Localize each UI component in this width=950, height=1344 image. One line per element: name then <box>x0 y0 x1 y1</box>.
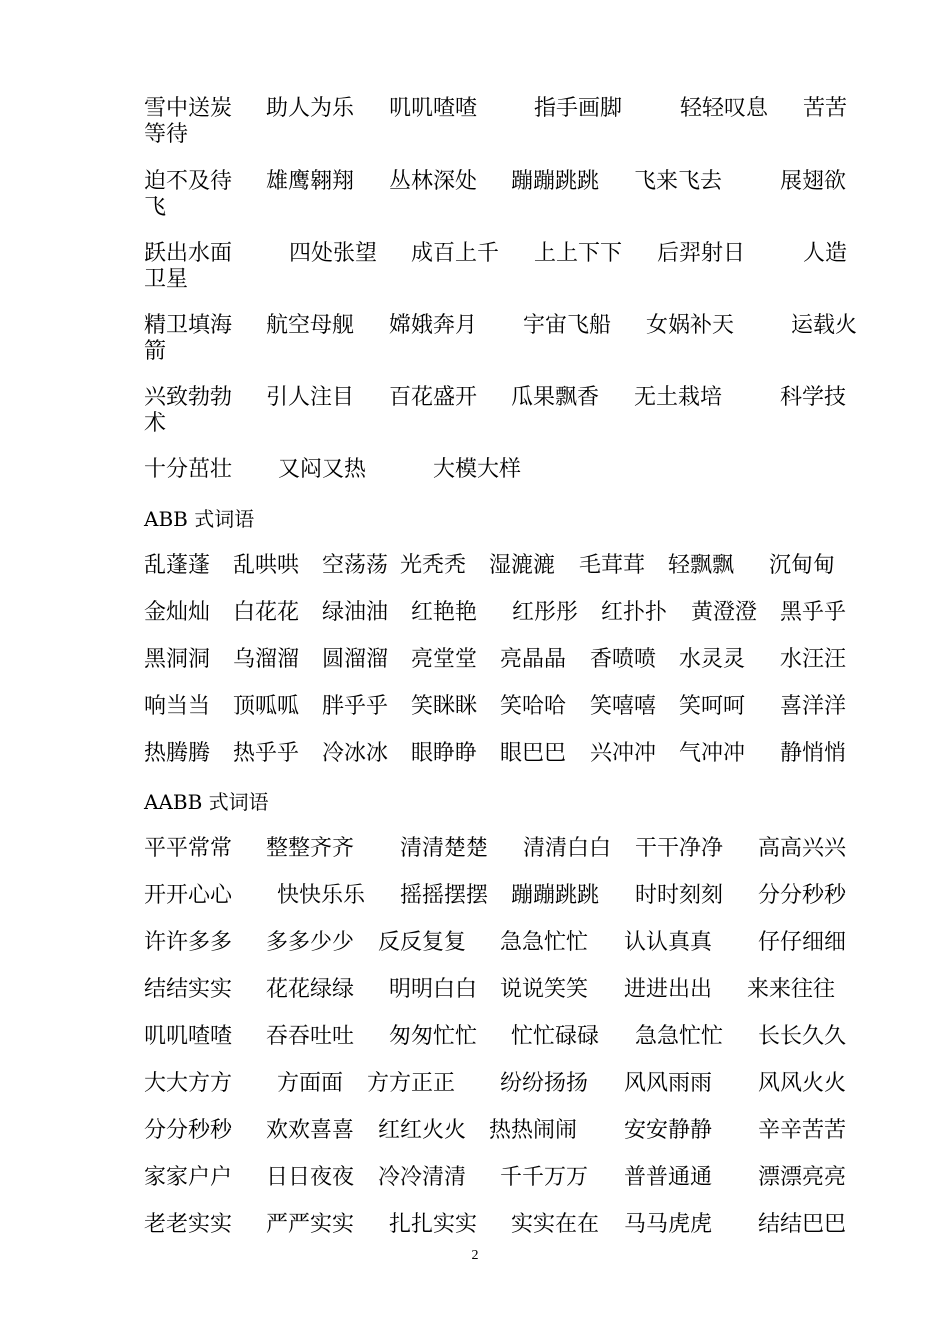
word: 急急忙忙 <box>500 930 589 955</box>
word: 蹦蹦跳跳 <box>511 883 600 908</box>
word: 嫦娥奔月 <box>389 313 478 338</box>
word: 无土栽培 <box>634 385 723 410</box>
word: 大大方方 <box>144 1071 233 1096</box>
word-row <box>0 883 950 911</box>
word: 红红火火 <box>378 1118 467 1143</box>
word-row <box>0 1212 950 1240</box>
word: 四处张望 <box>289 241 378 266</box>
word: 蹦蹦跳跳 <box>511 169 600 194</box>
word: 香喷喷 <box>590 647 657 672</box>
word-row <box>0 836 950 864</box>
word: 风风火火 <box>758 1071 847 1096</box>
word: 说说笑笑 <box>500 977 589 1002</box>
word: 毛茸茸 <box>579 553 646 578</box>
word: 认认真真 <box>624 930 713 955</box>
word-row <box>0 313 950 341</box>
word: 高高兴兴 <box>758 836 847 861</box>
word: 分分秒秒 <box>758 883 847 908</box>
word: 匆匆忙忙 <box>389 1024 478 1049</box>
word: 水汪汪 <box>780 647 847 672</box>
word: 轻轻叹息 <box>680 96 769 121</box>
word-row <box>0 1024 950 1052</box>
word: 亮堂堂 <box>411 647 478 672</box>
word: 进进出出 <box>624 977 713 1002</box>
word: 长长久久 <box>758 1024 847 1049</box>
word: 整整齐齐 <box>266 836 355 861</box>
word: 快快乐乐 <box>277 883 366 908</box>
word: 干干净净 <box>635 836 724 861</box>
word-row <box>0 930 950 958</box>
word: 大模大样 <box>433 457 522 482</box>
word: 丛林深处 <box>389 169 478 194</box>
word: 引人注目 <box>266 385 355 410</box>
word: 响当当 <box>144 694 211 719</box>
word-row <box>0 741 950 769</box>
wrapped-text: 箭 <box>144 339 167 364</box>
word: 多多少少 <box>266 930 355 955</box>
word: 时时刻刻 <box>635 883 724 908</box>
word: 宇宙飞船 <box>523 313 612 338</box>
wrapped-text: 卫星 <box>144 267 189 292</box>
wrapped-text: 术 <box>144 411 167 436</box>
word: 方面面 <box>277 1071 344 1096</box>
word: 笑哈哈 <box>500 694 567 719</box>
word: 沉甸甸 <box>769 553 836 578</box>
word: 喜洋洋 <box>780 694 847 719</box>
word: 欢欢喜喜 <box>266 1118 355 1143</box>
word-row <box>0 647 950 675</box>
word: 清清楚楚 <box>400 836 489 861</box>
word-row <box>0 1071 950 1099</box>
word: 吞吞吐吐 <box>266 1024 355 1049</box>
word: 圆溜溜 <box>322 647 389 672</box>
word: 绿油油 <box>322 600 389 625</box>
word: 冷冰冰 <box>322 741 389 766</box>
word-row <box>0 169 950 197</box>
word: 清清白白 <box>523 836 612 861</box>
word: 眼睁睁 <box>411 741 478 766</box>
word-row <box>0 385 950 413</box>
word: 水灵灵 <box>679 647 746 672</box>
word: 亮晶晶 <box>500 647 567 672</box>
word: 纷纷扬扬 <box>500 1071 589 1096</box>
word: 雄鹰翱翔 <box>266 169 355 194</box>
word: 日日夜夜 <box>266 1165 355 1190</box>
word: 展翅欲 <box>780 169 847 194</box>
section-heading: ABB 式词语 <box>144 507 255 531</box>
word: 来来往往 <box>747 977 836 1002</box>
word: 眼巴巴 <box>500 741 567 766</box>
word: 飞来飞去 <box>634 169 723 194</box>
word: 普普通通 <box>624 1165 713 1190</box>
word: 精卫填海 <box>144 313 233 338</box>
word: 实实在在 <box>511 1212 600 1237</box>
page-number: 2 <box>471 1248 479 1263</box>
wrapped-text: 飞 <box>144 195 167 220</box>
word: 黄澄澄 <box>691 600 758 625</box>
word: 老老实实 <box>144 1212 233 1237</box>
word: 百花盛开 <box>389 385 478 410</box>
word: 急急忙忙 <box>635 1024 724 1049</box>
word: 跃出水面 <box>144 241 233 266</box>
word: 乌溜溜 <box>233 647 300 672</box>
word: 笑眯眯 <box>411 694 478 719</box>
word: 十分茁壮 <box>144 457 233 482</box>
word: 辛辛苦苦 <box>758 1118 847 1143</box>
word: 成百上千 <box>411 241 500 266</box>
word: 摇摇摆摆 <box>400 883 489 908</box>
word: 热热闹闹 <box>489 1118 578 1143</box>
word: 扎扎实实 <box>389 1212 478 1237</box>
word: 助人为乐 <box>266 96 355 121</box>
section-heading: AABB 式词语 <box>144 790 269 814</box>
word: 迫不及待 <box>144 169 233 194</box>
word: 又闷又热 <box>278 457 367 482</box>
word: 红彤彤 <box>512 600 579 625</box>
word: 上上下下 <box>534 241 623 266</box>
word: 冷冷清清 <box>378 1165 467 1190</box>
word: 仔仔细细 <box>758 930 847 955</box>
word-row <box>0 977 950 1005</box>
word: 漂漂亮亮 <box>758 1165 847 1190</box>
word: 湿漉漉 <box>489 553 556 578</box>
word: 气冲冲 <box>679 741 746 766</box>
word: 黑洞洞 <box>144 647 211 672</box>
word: 静悄悄 <box>780 741 847 766</box>
word: 结结实实 <box>144 977 233 1002</box>
word: 白花花 <box>233 600 300 625</box>
word: 航空母舰 <box>266 313 355 338</box>
word: 运载火 <box>791 313 858 338</box>
word-row <box>0 600 950 628</box>
word-row <box>0 1165 950 1193</box>
word: 乱蓬蓬 <box>144 553 211 578</box>
word: 红艳艳 <box>411 600 478 625</box>
word: 叽叽喳喳 <box>389 96 478 121</box>
word-row <box>0 241 950 269</box>
word: 红扑扑 <box>601 600 668 625</box>
word: 平平常常 <box>144 836 233 861</box>
word: 笑嘻嘻 <box>590 694 657 719</box>
word: 瓜果飘香 <box>511 385 600 410</box>
word: 轻飘飘 <box>668 553 735 578</box>
word: 兴致勃勃 <box>144 385 233 410</box>
word: 分分秒秒 <box>144 1118 233 1143</box>
word: 顶呱呱 <box>233 694 300 719</box>
word-row <box>0 1118 950 1146</box>
word-row <box>0 694 950 722</box>
word: 金灿灿 <box>144 600 211 625</box>
word: 乱哄哄 <box>233 553 300 578</box>
word: 笑呵呵 <box>679 694 746 719</box>
word: 女娲补天 <box>646 313 735 338</box>
word: 马马虎虎 <box>624 1212 713 1237</box>
word: 开开心心 <box>144 883 233 908</box>
word: 安安静静 <box>624 1118 713 1143</box>
word: 雪中送炭 <box>144 96 233 121</box>
word: 千千万万 <box>500 1165 589 1190</box>
word: 反反复复 <box>378 930 467 955</box>
word: 科学技 <box>780 385 847 410</box>
word: 指手画脚 <box>534 96 623 121</box>
word: 许许多多 <box>144 930 233 955</box>
word: 家家户户 <box>144 1165 233 1190</box>
word-row <box>0 457 950 485</box>
word: 方方正正 <box>367 1071 456 1096</box>
word: 兴冲冲 <box>590 741 657 766</box>
word: 风风雨雨 <box>624 1071 713 1096</box>
word: 热乎乎 <box>233 741 300 766</box>
word: 苦苦 <box>803 96 848 121</box>
word: 胖乎乎 <box>322 694 389 719</box>
word: 热腾腾 <box>144 741 211 766</box>
word: 光秃秃 <box>400 553 467 578</box>
word: 叽叽喳喳 <box>144 1024 233 1049</box>
word: 空荡荡 <box>322 553 389 578</box>
word: 后羿射日 <box>657 241 746 266</box>
word: 黑乎乎 <box>780 600 847 625</box>
word: 明明白白 <box>389 977 478 1002</box>
word: 人造 <box>803 241 848 266</box>
word-row <box>0 553 950 581</box>
word-row <box>0 96 950 124</box>
word: 花花绿绿 <box>266 977 355 1002</box>
word: 严严实实 <box>266 1212 355 1237</box>
word: 忙忙碌碌 <box>511 1024 600 1049</box>
word: 结结巴巴 <box>758 1212 847 1237</box>
wrapped-text: 等待 <box>144 122 189 147</box>
